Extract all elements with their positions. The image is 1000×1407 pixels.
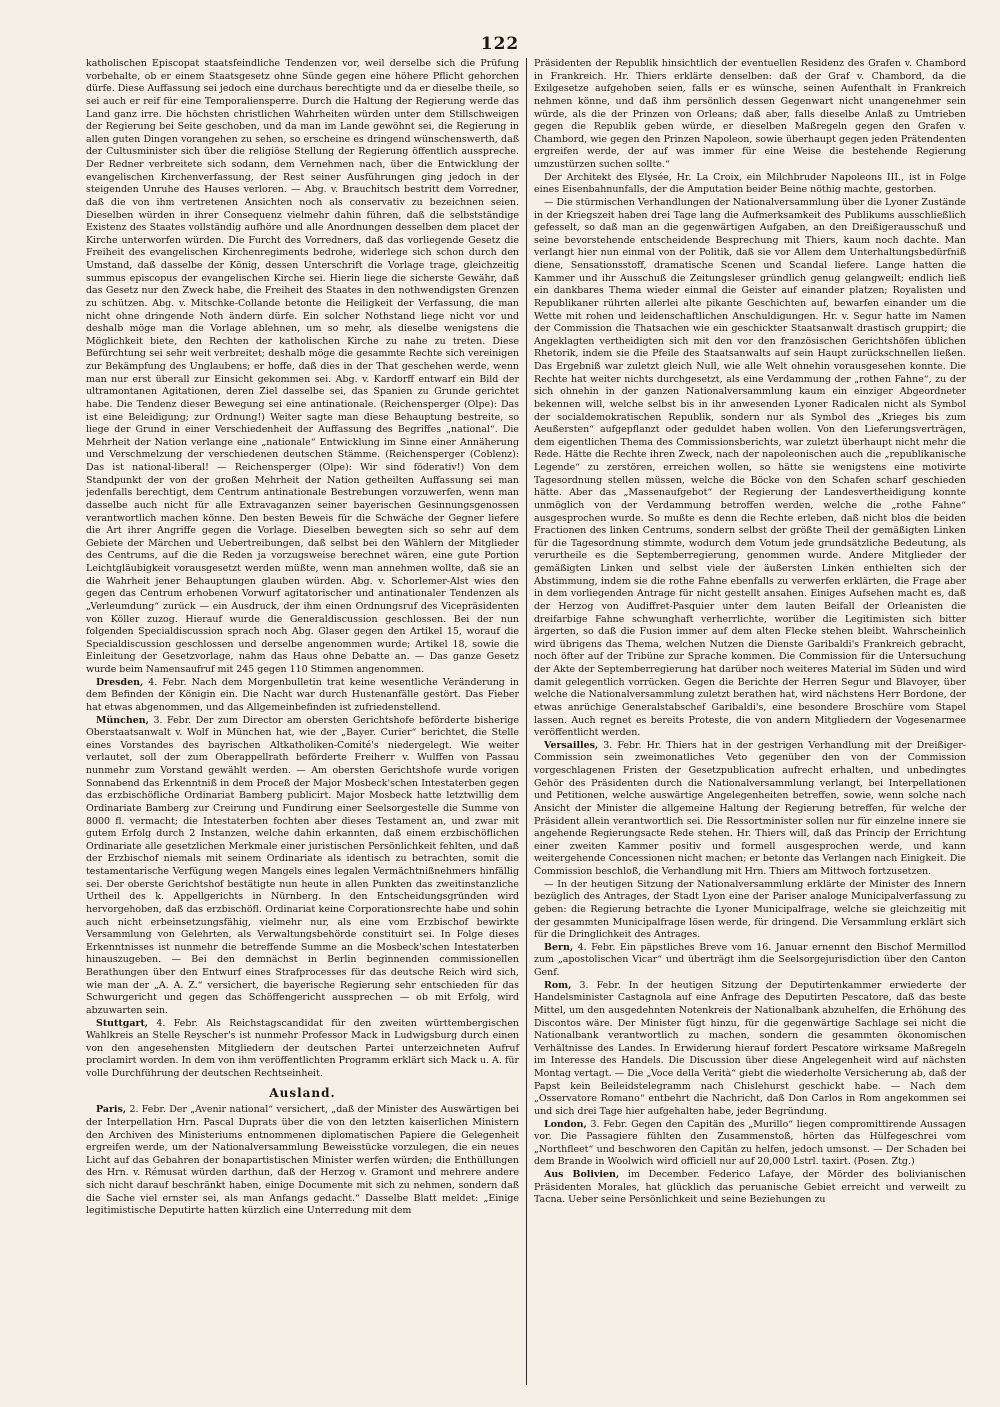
article-stuttgart — [86, 1018, 519, 1081]
article-london-text: 3. Febr. Gegen den Capitän des „Murillo“ liegen compromittirende Aussagen vor. Die Passagiere fühlten den Zusammenstoß, hörten das Hülfegeschrei vom „Northfleet“ und beschworen den Capitän zu helfen, jedoch umsonst. — Der Schaden bei dem Brande in Woolwich wird officiell nur auf 20,000 Lstrl. taxirt. (Posen. Ztg.) — [534, 1118, 966, 1168]
dateline-bolivien: Aus Bolivien, — [544, 1169, 620, 1180]
dateline-muenchen: München, — [96, 714, 149, 726]
text-columns — [86, 58, 966, 1385]
article-bolivien-text: im December. Federico Lafaye, der Mörder des bolivianischen Präsidenten Morales, hat glücklich das peruanische Gebiet erreicht und verweilt zu Tacna. Ueber seine Persönlichkeit und seine Beziehungen zu — [534, 1169, 966, 1206]
dateline-bern: Bern, — [544, 941, 574, 953]
article-muenchen-text: 3. Febr. Der zum Director am obersten Gerichtshofe beförderte bisherige Oberstaatsanwalt v. Wolf in München hat, wie der „Bayer. Curier“ berichtet, die Stelle eines Vorstandes des bayrischen Altkatholiken-Comité's niedergelegt. Wie weiter verlautet, soll der zum Oberappellrath beförderte Freiherr v. Wulffen von Passau nunmehr zum Vorstand gewählt werden. — Am obersten Gerichtshofe wurde vorigen Sonnabend das Erkenntniß in dem Proceß der Major Mosbeck'schen Intestaterben gegen das erzbischöfliche Ordinariat Bamberg publicirt. Major Mosbeck hatte letztwillig dem Ordinariate Bamberg zur Creirung und Fundirung einer Seelsorgestelle die Summe von 8000 fl. vermacht; die Intestaterben fochten aber dieses Testament an, und zwar mit gutem Erfolg durch 2 Instanzen, welche dahin erkannten, daß einem erzbischöflichen Ordinariate alle gesetzlichen Merkmale einer juristischen Persönlichkeit fehlten, und daß der Erzbischof niemals mit seinem Ordinariate als identisch zu betrachten, somit die testamentarische Verfügung wegen Mangels eines legalen Vermächtnißnehmers hinfällig sei. Der oberste Gerichtshof bestätigte nun heute in allen Punkten das zweitinstanzliche Urtheil des k. Appellgerichts in Nürnberg. In den Entscheidungsgründen wird hervorgehoben, daß das erzbischöfl. Ordinariat keine Corporationsrechte habe und sohin auch nicht erbeinsetzungsfähig, vielmehr nur, als eine vom Erzbischof bewirkte Versammlung von Gelehrten, als Verwaltungsbehörde constituirt sei. In Folge dieses Erkenntnisses ist nunmehr die betreffende Summe an die Mosbeck'schen Intestaterben hinauszugeben. — Bei den demnächst in Berlin beginnenden commissionellen Berathungen über den Entwurf eines Strafprocesses für das deutsche Reich wird sich, wie man der „A. A. Z.“ versichert, die bayerische Regierung sehr entschieden für das Schwurgericht und gegen das Schöffengericht aussprechen — ob mit Erfolg, wird abzuwarten sein. — [86, 714, 519, 1016]
dateline-london: London, — [544, 1118, 587, 1130]
dateline-paris: Paris, — [96, 1104, 127, 1116]
page-number: 122 — [480, 34, 520, 54]
article-bolivien — [534, 1169, 966, 1207]
article-paris-architect: Der Architekt des Elysée, Hr. La Croix, ein Milchbruder Napoleons III., ist in Folge eines Eisenbahnunfalls, der die Amputation beider Beine nöthig machte, gestorben. — [534, 171, 966, 196]
article-paris-lyon-debate: — Die stürmischen Verhandlungen der Nationalversammlung über die Lyoner Zustände in der Kriegszeit haben drei Tage lang die Aufmerksamkeit des Publikums ausschließlich gefesselt, so daß man an die gegenwärtigen Aufgaben, an den Dreißigerausschuß und seine bevorstehende entscheidende Besprechung mit Thiers, kaum noch dachte. Man verlangt hier nun einmal von der Politik, daß sie vor Allem dem Unterhaltungsbedürfniß diene, Sensationsstoff, dramatische Scenen und Scandal liefere. Lange hatten die Kammer und ihr Ausschuß die Zeitungsleser gründlich genug gelangweilt; endlich ließ ein dankbares Thema wieder einmal die Geister auf einander platzen; Royalisten und Republikaner rührten allerlei alte pikante Geschichten auf, bewarfen einander um die Wette mit rohen und leidenschaftlichen Anschuldigungen. Hr. v. Segur hatte im Namen der Commission die Thatsachen wie ein geschickter Staatsanwalt drastisch gruppirt; die Angeklagten vertheidigten sich mit den vor den französischen Gerichtshöfen üblichen Rhetorik, indem sie die Pfeile des Staatsanwalts auf sein Haupt zurückschnellen ließen. Das Ergebniß war zuletzt gleich Null, wie alle Welt ohnehin vorausgesehen konnte. Die Rechte hat weiter nichts durchgesetzt, als eine Verdammung der „rothen Fahne“, zu der sich ohnehin in der ganzen Nationalversammlung kaum ein einziger Abgeordneter bekennen will, welche selbst bis in ihr anwesenden Lyoner Radicalen nicht als Symbol der socialdemokratischen Republik, sondern nur als Symbol des „Krieges bis zum Aeußersten“ aufgepflanzt oder geduldet haben wollen. Von den Lieferungsverträgen, dem eigentlichen Thema des Commissionsberichts, war zuletzt überhaupt nicht mehr die Rede. Hätte die Rechte ihren Zweck, nach der napoleonischen auch die „republikanische Legende“ zu zerstören, erreichen wollen, so hätte sie wenigstens eine motivirte Tagesordnung stellen müssen, welche die Böcke von den Schafen scharf geschieden hätte. Aber das „Massenaufgebot“ der Regierung der Landesvertheidigung konnte unmöglich von der Verdammung betroffen werden, welche die „rothe Fahne“ ausgesprochen wurde. So mußte es denn die Rechte erleben, daß nicht blos die beiden Fractionen des linken Centrums, sondern selbst der größte Theil der gemäßigten Linken für die Tagesordnung stimmte, wodurch dem Votum jede grundsätzliche Bedeutung, als verurtheile es die Septemberregierung, genommen wurde. Andere Mitglieder der gemäßigten Linken und selbst viele der äußersten Linken enthielten sich der Abstimmung, indem sie die rothe Fahne ebenfalls zu verwerfen erklärten, die Frage aber in dem vorliegenden Antrage für nicht gestellt ansahen. Einiges Aufsehen macht es, daß der Herzog von Audiffret-Pasquier unter dem lauten Beifall der Orleanisten die dreifarbige Fahne schwunghaft verherrlichte, worüber die Legitimisten sich bitter ärgerten, so daß die Fusion immer auf dem alten Flecke stehen bleibt. Wahrscheinlich wird übrigens das Thema, welchen Nutzen die Dienste Garibaldi's Frankreich gebracht, noch öfter auf der Tribüne zur Sprache kommen. Die Commission für die Untersuchung der Akte der Septemberregierung hat darüber noch weiteres Material im Süden und wird damit gelegentlich vorrücken. Gegen die Berichte der Herren Segur und Blavoyer, über welche die Nationalversammlung zuletzt berathen hat, wird nächstens Herr Bordone, der etwas anrüchige Generalstabschef Garibaldi's, eine besondere Broschüre vom Stapel lassen. Auch regnet es bereits Proteste, die von andern Mitgliedern der Vogesenarmee veröffentlicht werden. — [534, 196, 966, 739]
article-versailles — [534, 740, 966, 879]
article-muenchen — [86, 715, 519, 1018]
article-versailles-text: 3. Febr. Hr. Thiers hat in der gestrigen Verhandlung mit der Dreißiger-Commission sein zweimonatliches Veto gegenüber den von der Commission vorgeschlagenen Fristen der Gesetzpublication aufrecht erhalten, und unbedingtes Gehör des Präsidenten durch die Nationalversammlung verlangt, bei Interpellationen und Petitionen, welche auswärtige Angelegenheiten betreffen, sowie, wenn solche nach Ansicht der Minister die allgemeine Haltung der Regierung betreffen, für welche der Präsident allein verantwortlich sei. Die Ressortminister sollen nur für einzelne innere sie angehende Regierungsacte Rede stehen. Hr. Thiers will, daß das Princip der Errichtung einer zweiten Kammer positiv und formell ausgesprochen werde, und kann weitergehende Concessionen nicht machen; er betonte das Verlangen nach Einigkeit. Die Commission beschloß, die Verhandlung mit Hrn. Thiers am Mittwoch fortzusetzen. — [534, 739, 966, 877]
right-paragraph-continued: Präsidenten der Republik hinsichtlich der eventuellen Residenz des Grafen v. Chambord in Frankreich. Hr. Thiers erklärte denselben: daß der Graf v. Chambord, da die Exilgesetze aufgehoben seien, falls er es wünsche, seinen Aufenthalt in Frankreich nehmen könne, und daß ihm persönlich dessen Gegenwart nicht unangenehmer sein würde, als die der Prinzen von Orleans; daß aber, falls dieselbe Anlaß zu Umtrieben gegen die Republik geben würde, er dieselben Maßregeln gegen den Grafen v. Chambord, wie gegen den Prinzen Napoleon, sowie überhaupt gegen jeden Prätendenten ergreifen werde, der auf was immer für eine Weise die bestehende Regierung umzustürzen suchen sollte.“ — [534, 58, 966, 170]
article-dresden-text: 4. Febr. Nach dem Morgenbulletin trat keine wesentliche Veränderung in dem Befinden der Königin ein. Die Nacht war durch Hustenanfälle gestört. Das Fieber hat etwas abgenommen, und das Allgemeinbefinden ist zufriedenstellend. — [86, 676, 519, 713]
left-paragraph-continued: katholischen Episcopat staatsfeindliche Tendenzen vor, weil derselbe sich die Prüfung vorbehalte, ob er einem Staatsgesetz ohne Sünde gegen eine höhere Pflicht gehorchen dürfe. Diese Auffassung sei jedoch eine durchaus berechtigte und da er dieselbe theile, so sei auch er reif für eine Temporaliensperre. Durch die Haltung der Regierung werde das Land ganz irre. Die höchsten christlichen Wahrheiten würden unter dem Stillschweigen der Regierung bei Seite geschoben, und da man im Lande gewöhnt sei, die Regierung in allen guten Dingen vorangehen zu sehen, so erscheine es dringend wünschenswerth, daß der Cultusminister sich über die religiöse Stellung der Regierung öffentlich ausspreche. Der Redner verbreitete sich sodann, dem Vernehmen nach, über die Entwicklung der evangelischen Kirchenverfassung, der Rest seiner Ausführungen ging jedoch in der steigenden Unruhe des Hauses verloren. — Abg. v. Brauchitsch bestritt dem Vorredner, daß die von ihm vertretenen Ansichten noch als conservativ zu bezeichnen seien. Dieselben würden in ihrer Consequenz vielmehr dahin führen, daß die selbstständige Existenz des Staates vollständig aufhöre und alle Anordnungen desselben dem placet der Kirche unterworfen würden. Die Furcht des Vorredners, daß das vorliegende Gesetz die Freiheit des evangelischen Kirchenregiments bedrohe, widerlege sich schon durch den Umstand, daß dasselbe der König, dessen Unterschrift die Vorlage trage, gleichzeitig summus episcopus der evangelischen Kirche sei. Hierin liege die sicherste Gewähr, daß das Gesetz nur den Zweck habe, die Freiheit des Staates in den nothwendigsten Grenzen zu schützen. Abg. v. Mitschke-Collande betonte die Heiligkeit der Verfassung, die man nicht ohne dringende Noth ändern dürfe. Ein solcher Nothstand liege nicht vor und deshalb möge man die Vorlage ablehnen, um so mehr, als dieselbe wenigstens die Möglichkeit biete, den Rechten der katholischen Kirche zu nahe zu treten. Diese Befürchtung sei sehr weit verbreitet; deshalb möge die gesammte Rechte sich vereinigen zur Bekämpfung des Unglaubens; er hoffe, daß dies in der That geschehen werde, wenn man nur erst überall zur Einsicht gekommen sei. Abg. v. Kardorff entwarf ein Bild der ultramontanen Agitationen, deren Ziel dasselbe sei, das Spanien zu Grunde gerichtet habe. Die Tendenz dieser Bewegung sei eine antinationale. (Reichensperger (Olpe): Das ist eine Beleidigung; zur Ordnung!) Weiter sagte man diese Behauptung bestreite, so liege der Grund in einer Verschiedenheit der Auffassung des Begriffes „national“. Die Mehrheit der Nation verlange eine „nationale“ Entwicklung im Sinne einer Annäherung und Verschmelzung der verschiedenen deutschen Stämme. (Reichensperger (Coblenz): Das ist national-liberal! — Reichensperger (Olpe): Wir sind föderativ!) Von dem Standpunkt der von der großen Mehrheit der Nation getheilten Auffassung sei man jedenfalls berechtigt, dem Centrum antinationale Bestrebungen vorzuwerfen, wenn man dasselbe auch nicht für alle Extravaganzen seiner bayerischen Gesinnungsgenossen verantwortlich machen könne. Den besten Beweis für die Schwäche der Gegner liefere die Art ihrer Angriffe gegen die Vorlage. Dieselben bewegten sich so sehr auf dem Gebiete der Märchen und Uebertreibungen, daß selbst bei den Wählern der Mitglieder des Centrums, auf die die Reden ja vorzugsweise berechnet wären, eine gute Portion Leichtgläubigkeit vorausgesetzt werden müßte, wenn man annehmen wollte, daß sie an die Wahrheit jener Behauptungen glauben würden. Abg. v. Schorlemer-Alst wies den gegen das Centrum erhobenen Vorwurf agitatorischer und antinationaler Tendenzen als „Verleumdung“ zurück — ein Ausdruck, der ihm einen Ordnungsruf des Vicepräsidenten von Köller zuzog. Hierauf wurde die Generaldiscussion geschlossen. Bei der nun folgenden Specialdiscussion sprach noch Abg. Glaser gegen den Artikel 15, worauf die Specialdiscussion geschlossen und derselbe angenommen wurde; Artikel 18, sowie die Einleitung der Gesetzvorlage, nahm das Haus ohne Debatte an. — Das ganze Gesetz wurde beim Namensaufruf mit 245 gegen 110 Stimmen angenommen. — [86, 58, 519, 675]
dateline-dresden: Dresden, — [96, 676, 144, 688]
right-column — [526, 58, 966, 1385]
article-paris — [86, 1104, 519, 1218]
article-versailles-lyon: — In der heutigen Sitzung der Nationalversammlung erklärte der Minister des Innern bezüglich des Antrages, der Stadt Lyon eine der Pariser analoge Municipalverfassung zu geben: die Regierung betrachte die Lyoner Municipalfrage, welche sie gleichzeitig mit der gesammten Municipalfrage lösen werde, für dringend. Die Versammlung erklärt sich für die Dringlichkeit des Antrages. — [534, 878, 966, 941]
article-bern — [534, 942, 966, 980]
dateline-rom: Rom, — [544, 979, 572, 991]
article-paris-text: 2. Febr. Der „Avenir national“ versichert, „daß der Minister des Auswärtigen bei der Interpellation Hrn. Pascal Duprats über die von den letzten kaiserlichen Ministern den Archiven des Ministeriums entnommenen diplomatischen Papiere die Gelegenheit ergreifen werde, um der Nationalversammlung Beweisstücke vorzulegen, die ein neues Licht auf das Gebahren der bonapartistischen Minister werfen würden; die Enthüllungen des Hrn. v. Rémusat würden darthun, daß der Herzog v. Gramont und mehrere andere sich nicht darauf beschränkt haben, einige Documente mit sich zu nehmen, sondern daß die Sache viel ernster sei, als man Anfangs gedacht.“ Dasselbe Blatt meldet: „Einige legitimistische Deputirte hatten kürzlich eine Unterredung mit dem — [86, 1104, 519, 1217]
article-rom-text: 3. Febr. In der heutigen Sitzung der Deputirtenkammer erwiederte der Handelsminister Castagnola auf eine Anfrage des Deputirten Pescatore, daß das beste Mittel, um den ausgedehnten Notenkreis der Nationalbank abzuhelfen, die Erhöhung des Discontos wäre. Der Minister fügt hinzu, für die gegenwärtige Sachlage sei nicht die Nationalbank verantwortlich zu machen, sondern die gesammten ökonomischen Verhältnisse des Landes. In Erwiderung hierauf fordert Pescatore wirksame Maßregeln im Interesse des Handels. Die Discussion über diese Angelegenheit wird auf nächsten Montag vertagt. — Die „Voce della Verità“ giebt die wiederholte Versicherung ab, daß der Papst kein Beileidstelegramm nach Chislehurst geschickt habe. — Nach dem „Osservatore Romano“ entbehrt die Nachricht, daß Don Carlos in Rom angekommen sei und sich drei Tage hier aufgehalten habe, jeder Begründung. — [534, 979, 966, 1117]
dateline-versailles: Versailles, — [544, 739, 599, 751]
article-london — [534, 1119, 966, 1170]
article-stuttgart-text: 4. Febr. Als Reichstagscandidat für den zweiten württembergischen Wahlkreis an Stelle Reyscher's ist nunmehr Professor Mack in Ludwigsburg durch einen von den angesehensten Mitgliedern der deutschen Partei unterzeichneten Aufruf proclamirt worden. In dem von ihm veröffentlichten Programm erklärt sich Mack u. A. für volle Durchführung der deutschen Rechtseinheit. — [86, 1017, 519, 1079]
left-column — [86, 58, 526, 1385]
dateline-stuttgart: Stuttgart, — [96, 1017, 149, 1029]
article-bern-text: 4. Febr. Ein päpstliches Breve vom 16. Januar ernennt den Bischof Mermillod zum „apostolischen Vicar“ und überträgt ihm die Seelsorgejurisdiction über den Canton Genf. — [534, 941, 966, 978]
article-dresden — [86, 677, 519, 715]
article-rom — [534, 980, 966, 1119]
section-heading-ausland: Ausland. — [269, 1085, 336, 1100]
